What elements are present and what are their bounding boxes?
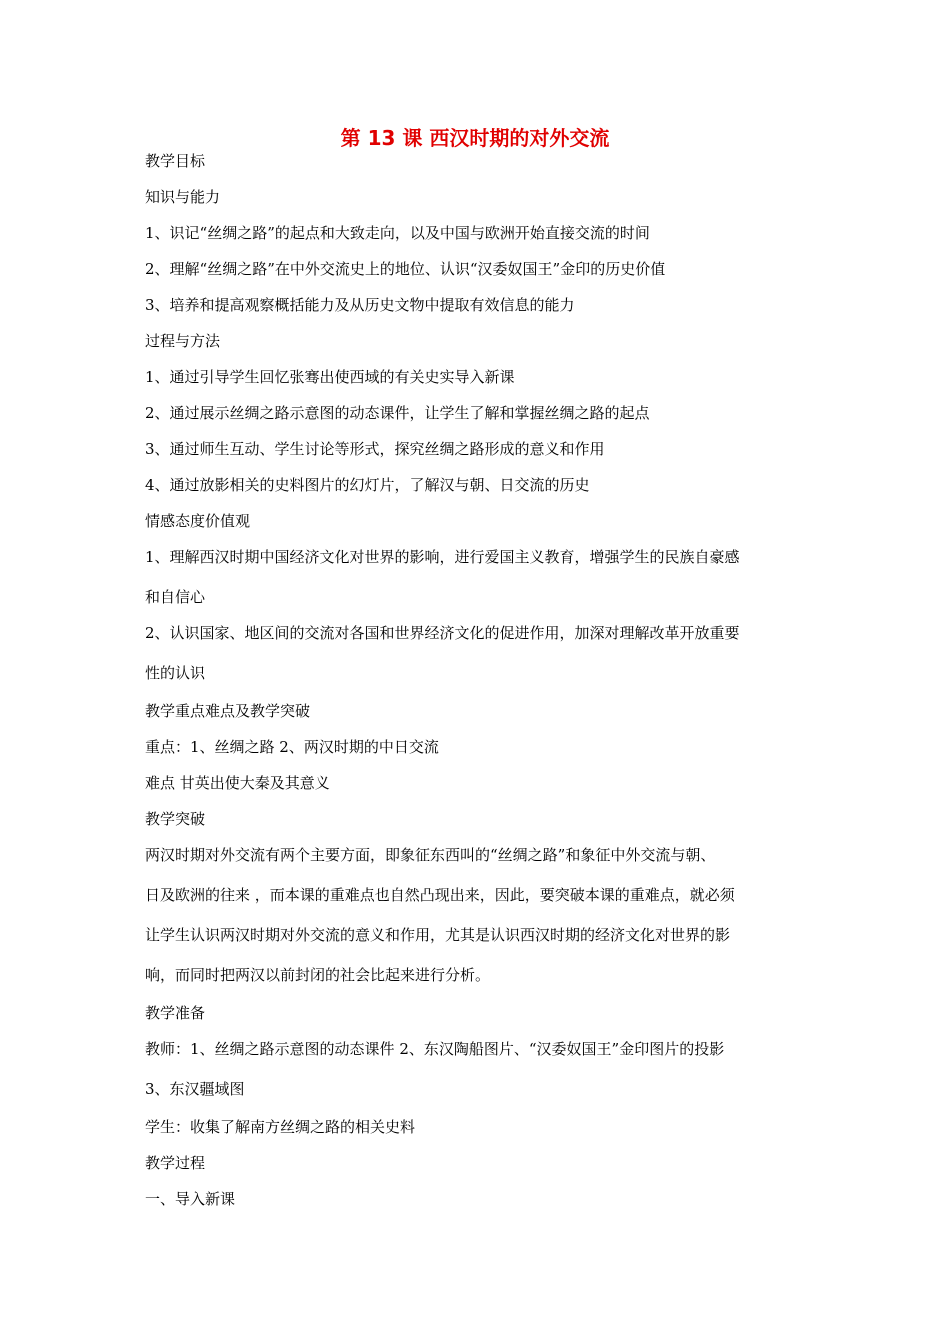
paragraph-line: 3、通过师生互动、学生讨论等形式，探究丝绸之路形成的意义和作用 <box>145 440 605 458</box>
paragraph-line: 让学生认识两汉时期对外交流的意义和作用，尤其是认识西汉时期的经济文化对世界的影 <box>145 926 731 944</box>
paragraph-line: 响，而同时把两汉以前封闭的社会比起来进行分析。 <box>145 966 491 984</box>
subheading-knowledge-ability: 知识与能力 <box>145 188 221 206</box>
paragraph-line: 1、通过引导学生回忆张骞出使西域的有关史实导入新课 <box>145 368 515 386</box>
paragraph-line: 性的认识 <box>145 664 206 682</box>
paragraph-line: 两汉时期对外交流有两个主要方面，即象征东西叫的“丝绸之路”和象征中外交流与朝、 <box>145 846 716 864</box>
paragraph-line: 一、导入新课 <box>145 1190 236 1208</box>
paragraph-line: 2、通过展示丝绸之路示意图的动态课件，让学生了解和掌握丝绸之路的起点 <box>145 404 650 422</box>
section-heading-process: 教学过程 <box>145 1154 206 1172</box>
subheading-emotion-values: 情感态度价值观 <box>145 512 251 530</box>
subheading-process-method: 过程与方法 <box>145 332 221 350</box>
paragraph-line: 1、理解西汉时期中国经济文化对世界的影响，进行爱国主义教育，增强学生的民族自豪感 <box>145 548 740 566</box>
paragraph-line: 3、培养和提高观察概括能力及从历史文物中提取有效信息的能力 <box>145 296 575 314</box>
paragraph-line: 2、理解“丝绸之路”在中外交流史上的地位、认识“汉委奴国王”金印的历史价值 <box>145 260 666 278</box>
page-title: 第 13 课 西汉时期的对外交流 <box>340 126 610 150</box>
paragraph-line: 日及欧洲的往来 ，而本课的重难点也自然凸现出来，因此，要突破本课的重难点，就必须 <box>145 886 735 904</box>
paragraph-line: 4、通过放影相关的史料图片的幻灯片，了解汉与朝、日交流的历史 <box>145 476 590 494</box>
paragraph-line: 重点：1、丝绸之路 2、两汉时期的中日交流 <box>145 738 439 756</box>
paragraph-line: 教师：1、丝绸之路示意图的动态课件 2、东汉陶船图片、“汉委奴国王”金印图片的投影 <box>145 1040 725 1058</box>
paragraph-line: 和自信心 <box>145 588 206 606</box>
paragraph-line: 学生：收集了解南方丝绸之路的相关史料 <box>145 1118 416 1136</box>
section-heading-key-points: 教学重点难点及教学突破 <box>145 702 311 720</box>
section-heading-teaching-goals: 教学目标 <box>145 152 206 170</box>
paragraph-line: 难点 甘英出使大秦及其意义 <box>145 774 330 792</box>
subheading-teaching-breakthrough: 教学突破 <box>145 810 206 828</box>
paragraph-line: 2、认识国家、地区间的交流对各国和世界经济文化的促进作用，加深对理解改革开放重要 <box>145 624 740 642</box>
paragraph-line: 1、识记“丝绸之路”的起点和大致走向，以及中国与欧洲开始直接交流的时间 <box>145 224 650 242</box>
section-heading-preparation: 教学准备 <box>145 1004 206 1022</box>
paragraph-line: 3、东汉疆域图 <box>145 1080 245 1098</box>
